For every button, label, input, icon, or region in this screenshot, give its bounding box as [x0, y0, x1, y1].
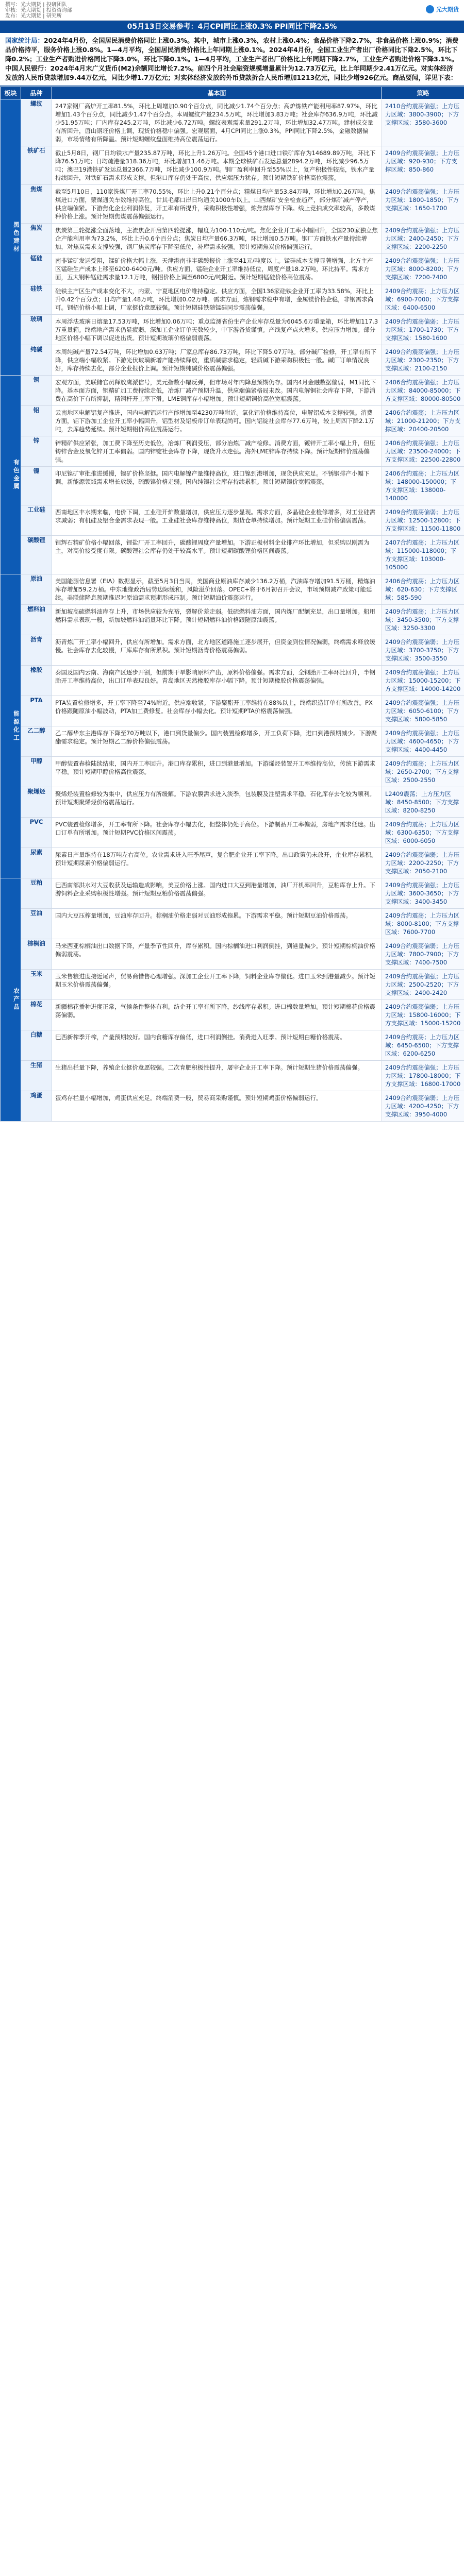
- variety-cell: 白糖: [21, 1030, 52, 1061]
- table-header-row: [1, 87, 464, 99]
- sector-cell: 有色金属: [1, 376, 21, 574]
- basic-cell: 云南地区电解铝复产推进，国内电解铝运行产能增加至4230万吨附近。氧化铝价格维持高位，电解铝成本支撑较强。消费方面，铝下游加工企业开工率小幅回升，铝型材及铝板带订单表现尚可。国内铝锭社会库存77.6万吨，较上周四下降2.1万吨，去库趋势延续。预计短期铝价高位震荡运行。: [52, 406, 382, 436]
- basic-cell: 生猪出栏量下降，养殖企业挺价意愿较强。二次育肥积极性提升，屠宰企业开工率下降。预计短期生猪价格震荡偏强。: [52, 1061, 382, 1091]
- basic-cell: 硅铁主产区生产成本变化不大，内蒙、宁夏地区电价维持稳定。供应方面，全国136家硅铁企业开工率为33.58%，环比上升0.42个百分点；日均产量1.48万吨，环比增加0.02万吨。需求方面，炼钢需求稳中有增，金属镁价格企稳，非钢需求尚可。钢招价格小幅上调，厂家挺价意愿较强。预计短期硅铁随锰硅同步震荡偏强。: [52, 284, 382, 315]
- strategy-cell: 2409合约震荡偏强；上方压力区域：1800-1850；下方支撑区域：1650-1700: [382, 185, 464, 224]
- brand-name: 光大期货: [436, 6, 459, 13]
- basic-cell: 蛋鸡存栏量小幅增加，鸡蛋供应充足。终端消费一般，贸易商采购谨慎。预计短期鸡蛋价格偏弱运行。: [52, 1091, 382, 1122]
- strategy-cell: 2409合约震荡偏强；上方压力区域：2300-2350；下方支撑区域：2100-2150: [382, 345, 464, 376]
- basic-cell: 沥青炼厂开工率小幅回升，供应有所增加。需求方面，北方地区道路施工逐步展开，但资金到位情况偏弱，终端需求释放缓慢。社会库存去化较慢，厂库库存有所累积。预计短期沥青价格震荡偏弱。: [52, 635, 382, 666]
- variety-cell: 原油: [21, 574, 52, 605]
- table-row: [1, 224, 464, 254]
- basic-cell: PVC装置检修增多，开工率有所下降。社会库存小幅去化，但整体仍处于高位。下游制品开工率偏弱，房地产需求低迷。出口订单有所增加。预计短期PVC价格区间震荡。: [52, 818, 382, 848]
- brand-icon: [426, 5, 434, 13]
- strategy-cell: 2409合约震荡偏强；上方压力区域：6050-6100；下方支撑区域：5800-5850: [382, 696, 464, 726]
- basic-cell: 宏观方面，美联储官员释放鹰派信号，美元指数小幅反弹，但市场对年内降息预期仍存。国内4月金融数据偏弱，M1同比下降。基本面方面，铜精矿加工费持续走低，冶炼厂减产预期升温，供应端偏紧格局未改。国内电解铜社会库存下降，下游消费在高价下有所抑制，精铜杆开工率下滑。LME铜库存小幅增加。预计短期铜价高位宽幅震荡。: [52, 376, 382, 406]
- table-row: [1, 146, 464, 185]
- basic-cell: 新疆棉花播种进度正常，气候条件整体有利。纺企开工率有所下降，纱线库存累积。进口棉数量增加。预计短期棉花价格震荡偏弱。: [52, 1000, 382, 1030]
- strategy-cell: 2409合约震荡；上方压力区域：8000-8100；下方支撑区域：7600-7700: [382, 909, 464, 939]
- variety-cell: 铜: [21, 376, 52, 406]
- reference-table: [0, 87, 464, 1122]
- variety-cell: 焦煤: [21, 185, 52, 224]
- variety-cell: 螺纹: [21, 99, 52, 146]
- table-body: [1, 99, 464, 1122]
- strategy-cell: 2409合约震荡偏强；上方压力区域：2500-2520；下方支撑区域：2400-2420: [382, 970, 464, 1000]
- basic-cell: 新加坡高硫燃料油库存上升，市场供应较为充裕，裂解价差走弱。低硫燃料油方面，国内炼厂配额充足，出口量增加。船用燃料需求表现一般，新加坡燃料油销量环比下降。预计短期燃料油价格跟随原油震荡。: [52, 605, 382, 635]
- table-row: [1, 254, 464, 284]
- table-row: [1, 909, 464, 939]
- basic-cell: 南非锰矿发运受阻，锰矿价格大幅上涨，天津港南非半碳酸报价上涨至41元/吨度以上。锰硅成本支撑显著增强，北方主产区锰硅生产成本上移至6200-6400元/吨。供应方面，锰硅企业开工率维持低位，周度产量18.2万吨，环比持平。需求方面，五大钢种锰硅需求量12.1万吨，钢招价格上调至6800元/吨附近。预计短期锰硅价格高位震荡。: [52, 254, 382, 284]
- variety-cell: 锰硅: [21, 254, 52, 284]
- strategy-cell: 2409合约震荡偏强；上方压力区域：2400-2450；下方支撑区域：2200-2250: [382, 224, 464, 254]
- variety-cell: 豆油: [21, 909, 52, 939]
- basic-cell: 截止5月8日，钢厂日均铁水产量235.87万吨，环比上升1.26万吨。全国45个港口进口铁矿库存为14689.89万吨，环比下降76.51万吨；日均疏港量318.36万吨，环比增加11.46万吨。本期全球铁矿石发运总量2894.2万吨，环比减少96.5万吨；澳巴19港铁矿发运总量2366.7万吨，环比减少100.9万吨。钢厂盈利率回升至55%以上，复产积极性较高，铁水产量持续回升，对铁矿石需求形成支撑。但港口库存仍处于高位，供应端压力犹存。预计短期铁矿价格高位震荡。: [52, 146, 382, 185]
- sector-cell: 农产品: [1, 878, 21, 1122]
- variety-cell: 纯碱: [21, 345, 52, 376]
- strategy-cell: 2409合约震荡偏弱；上方压力区域：15800-16000；下方支撑区域：15000-15200: [382, 1000, 464, 1030]
- strategy-cell: 2406合约震荡；上方压力区域：148000-150000；下方支撑区域：138000-140000: [382, 467, 464, 505]
- sector-cell: 能源化工: [1, 574, 21, 878]
- table-row: [1, 284, 464, 315]
- basic-cell: 聚烯烃装置检修较为集中，供应压力有所缓解。下游农膜需求进入淡季，包装膜及注塑需求平稳。石化库存去化较为顺利。预计短期聚烯烃价格震荡运行。: [52, 787, 382, 818]
- table-row: [1, 635, 464, 666]
- strategy-cell: 2409合约震荡；上方压力区域：6450-6500；下方支撑区域：6200-6250: [382, 1030, 464, 1061]
- credit-line-2: 审核：光大期货 | 投资咨询部: [5, 8, 72, 13]
- sector-cell: 黑色建材: [1, 99, 21, 376]
- table-row: [1, 406, 464, 436]
- basic-cell: 巴西新榨季开榨，产量预期较好。国内食糖库存偏低，进口利润倒挂。消费进入旺季。预计短期白糖价格震荡。: [52, 1030, 382, 1061]
- strategy-cell: 2406合约震荡偏强；上方压力区域：84000-85000；下方支撑区域：80000-80500: [382, 376, 464, 406]
- table-row: [1, 970, 464, 1000]
- variety-cell: 聚烯烃: [21, 787, 52, 818]
- variety-cell: 豆粕: [21, 878, 52, 909]
- variety-cell: 燃料油: [21, 605, 52, 635]
- strategy-cell: 2409合约震荡偏弱；上方压力区域：4200-4250；下方支撑区域：3950-4000: [382, 1091, 464, 1122]
- table-row: [1, 1030, 464, 1061]
- credit-line-3: 发布：光大期货 | 研究所: [5, 13, 62, 19]
- table-row: [1, 574, 464, 605]
- strategy-cell: 2406合约震荡；上方压力区域：620-630；下方支撑区域：585-590: [382, 574, 464, 605]
- table-row: [1, 467, 464, 505]
- variety-cell: 铝: [21, 406, 52, 436]
- table-row: [1, 605, 464, 635]
- table-row: [1, 787, 464, 818]
- basic-cell: 截至5月10日，110家洗煤厂开工率70.55%，环比上升0.21个百分点；精煤日均产量53.84万吨，环比增加0.26万吨。焦煤进口方面，蒙煤通关车数维持高位，甘其毛都口岸日均通关1000车以上。山西煤矿安全检查趋严，部分煤矿减产停产，供应端偏紧。下游焦化企业利润修复，开工率有所提升，采购积极性增强，炼焦煤库存下降。线上竞拍成交率较高，多数煤种价格上涨。预计短期焦煤震荡偏强运行。: [52, 185, 382, 224]
- table-row: [1, 99, 464, 146]
- variety-cell: 碳酸锂: [21, 536, 52, 574]
- strategy-cell: 2406合约震荡；上方压力区域：21000-21200；下方支撑区域：20400-20500: [382, 406, 464, 436]
- variety-cell: 锌: [21, 436, 52, 467]
- table-row: [1, 696, 464, 726]
- variety-cell: PTA: [21, 696, 52, 726]
- basic-cell: 泰国及国内云南、海南产区逐步开割，但前期干旱影响原料产出，原料价格偏强。需求方面，全钢胎开工率环比回升，半钢胎开工率维持高位，出口订单表现良好。青岛地区天然橡胶库存小幅下降。预计短期橡胶价格震荡偏强。: [52, 666, 382, 696]
- table-row: [1, 1091, 464, 1122]
- brand-logo: [426, 5, 459, 13]
- strategy-cell: 2409合约震荡偏强；上方压力区域：8000-8200；下方支撑区域：7200-7400: [382, 254, 464, 284]
- basic-cell: 本周纯碱产量72.54万吨，环比增加0.63万吨；厂家总库存86.73万吨，环比下降5.07万吨。部分碱厂检修，开工率有所下降，供应端小幅收紧。下游光伏玻璃新增产能持续释放，重质碱需求稳定，轻质碱下游采购积极性一般。碱厂订单情况良好，库存持续去化，部分企业报价上调。预计短期纯碱价格震荡偏强。: [52, 345, 382, 376]
- strategy-cell: 2409合约震荡偏强；上方压力区域：15000-15200；下方支撑区域：14000-14200: [382, 666, 464, 696]
- table-row: [1, 376, 464, 406]
- basic-cell: 锌精矿供应紧张，加工费下降至历史低位，冶炼厂利润受压，部分冶炼厂减产检修。消费方面，镀锌开工率小幅上升，但压铸锌合金及氧化锌开工率偏弱。国内锌锭社会库存下降，现货升水走强。海外LME锌库存持续下降。预计短期锌价震荡偏强。: [52, 436, 382, 467]
- table-row: [1, 1000, 464, 1030]
- variety-cell: 棕榈油: [21, 939, 52, 970]
- table-row: [1, 345, 464, 376]
- table-row: [1, 878, 464, 909]
- variety-cell: 甲醇: [21, 757, 52, 787]
- strategy-cell: 2409合约震荡；上方压力区域：6300-6350；下方支撑区域：6000-6050: [382, 818, 464, 848]
- basic-cell: 焦炭第三轮提涨全面落地，主流焦企开启第四轮提涨，幅度为100-110元/吨。焦化企业开工率小幅回升，全国230家独立焦企产能利用率为73.2%，环比上升0.6个百分点；焦炭日均产量66.3万吨，环比增加0.5万吨。钢厂方面铁水产量持续增加，对焦炭需求支撑较强，钢厂焦炭库存下降至低位，补库需求较强。预计短期焦炭价格偏强运行。: [52, 224, 382, 254]
- table-row: [1, 185, 464, 224]
- strategy-cell: 2409合约震荡；上方压力区域：3450-3500；下方支撑区域：3250-3300: [382, 605, 464, 635]
- summary-label: 国家统计局：: [5, 37, 44, 44]
- strategy-cell: 2409合约震荡偏弱；上方压力区域：3700-3750；下方支撑区域：3500-3550: [382, 635, 464, 666]
- basic-cell: 乙二醇华东主港库存下降至70万吨以下，港口到货量偏少。国内装置检修增多，开工负荷下降，进口到港预期减少。下游聚酯需求稳定。预计短期乙二醇价格偏强震荡。: [52, 726, 382, 757]
- strategy-cell: 2409合约震荡偏弱；上方压力区域：12500-12800；下方支撑区域：11500-11800: [382, 505, 464, 536]
- table-row: [1, 505, 464, 536]
- basic-cell: 247家钢厂高炉开工率81.5%，环比上周增加0.90个百分点，同比减少1.74个百分点；高炉炼铁产能利用率87.97%，环比增加1.43个百分点，同比减少1.47个百分点。本周螺纹产量234.5万吨，环比增加3.83万吨；社会库存636.9万吨，环比减少51.95万吨；厂内库存245.2万吨，环比减少6.72万吨。螺纹表观需求量291.2万吨，环比增加32.47万吨。建材成交量有所回升，唐山钢坯价格上调，现货价格稳中偏强。宏观层面，4月CPI同比上涨0.3%，PPI同比下降2.5%，金融数据偏弱，市场情绪有所降温。预计短期螺纹盘面维持高位震荡运行。: [52, 99, 382, 146]
- table-row: [1, 666, 464, 696]
- header-basic: 基本面: [52, 87, 382, 99]
- variety-cell: 尿素: [21, 848, 52, 878]
- table-row: [1, 726, 464, 757]
- page-title: 05月13日交易参考：4月CPI同比上涨0.3% PPI同比下降2.5%: [0, 21, 464, 33]
- table-row: [1, 536, 464, 574]
- basic-cell: 巴西南部洪水对大豆收获及运输造成影响，美豆价格上涨。国内进口大豆到港量增加，油厂开机率回升，豆粕库存上升。下游饲料企业采购积极性增强。预计短期豆粕价格震荡偏强。: [52, 878, 382, 909]
- strategy-cell: 2407合约震荡；上方压力区域：115000-118000；下方支撑区域：103000-105000: [382, 536, 464, 574]
- variety-cell: 工业硅: [21, 505, 52, 536]
- basic-cell: 国内大豆压榨量增加，豆油库存回升。棕榈油价格走弱对豆油形成拖累。下游需求平稳。预计短期豆油价格震荡。: [52, 909, 382, 939]
- variety-cell: 镍: [21, 467, 52, 505]
- basic-cell: 锂辉石精矿价格小幅回落，锂盐厂开工率回升，碳酸锂周度产量增加。下游正极材料企业排产环比增加，但采购以刚需为主，对高价接受度有限。碳酸锂社会库存仍处于较高水平。预计短期碳酸锂价格区间震荡。: [52, 536, 382, 574]
- strategy-cell: L2409震荡；上方压力区域：8450-8500；下方支撑区域：8200-8250: [382, 787, 464, 818]
- strategy-cell: 2409合约震荡偏强；上方压力区域：3600-3650；下方支撑区域：3400-3450: [382, 878, 464, 909]
- table-row: [1, 315, 464, 345]
- table-row: [1, 757, 464, 787]
- strategy-cell: 2409合约震荡偏弱；上方压力区域：7800-7900；下方支撑区域：7400-7500: [382, 939, 464, 970]
- credit-line-1: 撰写：光大期货 | 投研团队: [5, 2, 67, 8]
- basic-cell: 马来西亚棕榈油出口数据下降，产量季节性回升，库存累积。国内棕榈油进口利润倒挂，到港量偏少。预计短期棕榈油价格偏弱震荡。: [52, 939, 382, 970]
- strategy-cell: 2409合约震荡偏弱；上方压力区域：1700-1730；下方支撑区域：1580-1600: [382, 315, 464, 345]
- basic-cell: 尿素日产量维持在18万吨左右高位。农业需求进入旺季尾声，复合肥企业开工率下降。出口政策仍未放开，企业库存累积。预计短期尿素价格偏弱运行。: [52, 848, 382, 878]
- basic-cell: 西南地区丰水期来临，电价下调，工业硅开炉数量增加，供应压力逐步显现。需求方面，多晶硅企业检修增多，对工业硅需求减弱；有机硅及铝合金需求表现一般。工业硅社会库存维持高位，期货仓单持续增加。预计短期工业硅价格偏弱震荡。: [52, 505, 382, 536]
- macro-summary: [0, 33, 464, 87]
- basic-cell: 印尼镍矿审批推进缓慢，镍矿价格坚挺。国内电解镍产量维持高位，进口镍到港增加，现货供应充足。不锈钢排产小幅下调，新能源领域需求增长放缓，硫酸镍价格走弱。国内纯镍社会库存持续累积。预计短期镍价宽幅震荡。: [52, 467, 382, 505]
- table-row: [1, 436, 464, 467]
- strategy-cell: 2409合约震荡偏弱；上方压力区域：2200-2250；下方支撑区域：2050-2100: [382, 848, 464, 878]
- header-variety: 品种: [21, 87, 52, 99]
- variety-cell: 乙二醇: [21, 726, 52, 757]
- variety-cell: 生猪: [21, 1061, 52, 1091]
- summary-text: 2024年4月份，全国居民消费价格同比上涨0.3%。其中，城市上涨0.3%，农村上涨0.4%；食品价格下降2.7%，非食品价格上涨0.9%；消费品价格持平，服务价格上涨0.8%。1—4月平均，全国居民消费价格比上年同期上涨0.1%。2024年4月份，全国工业生产者出厂价格同比下降2.5%，环比下降0.2%；工业生产者购进价格同比下降3.0%，环比下降0.1%。1—4月平均，工业生产者出厂价格比上年同期下降2.7%，工业生产者购进价格下降3.1%。中国人民银行：2024年4月末广义货币(M2)余额同比增长7.2%。前四个月社会融资规模增量累计为12.73万亿元，比上年同期少2.41万亿元。对实体经济发放的人民币贷款增加9.44万亿元，同比少增1.7万亿元；对实体经济发放的外币贷款折合人民币增加1213亿元，同比少增926亿元。商品要闻，详见下表：: [5, 37, 459, 81]
- strategy-cell: 2409合约震荡；上方压力区域：2650-2700；下方支撑区域：2500-2550: [382, 757, 464, 787]
- variety-cell: 铁矿石: [21, 146, 52, 185]
- variety-cell: 玉米: [21, 970, 52, 1000]
- table-row: [1, 818, 464, 848]
- strategy-cell: 2409合约震荡偏强；上方压力区域：4600-4650；下方支撑区域：4400-4450: [382, 726, 464, 757]
- header-sector: 板块: [1, 87, 21, 99]
- basic-cell: 玉米售粮进度接近尾声，贸易商惜售心理增强。深加工企业开工率下降，饲料企业库存偏低。进口玉米到港量减少。预计短期玉米价格震荡偏强。: [52, 970, 382, 1000]
- variety-cell: 玻璃: [21, 315, 52, 345]
- strategy-cell: 2406合约震荡偏强；上方压力区域：23500-24000；下方支撑区域：22500-22800: [382, 436, 464, 467]
- basic-cell: 甲醇装置春检陆续结束，国内开工率回升。港口库存累积，进口到港量增加。下游烯烃装置开工率维持高位，传统下游需求平稳。预计短期甲醇价格高位震荡。: [52, 757, 382, 787]
- basic-cell: 美国能源信息署（EIA）数据显示，截至5月3日当周，美国商业原油库存减少136.2万桶，汽油库存增加91.5万桶，精炼油库存增加59.2万桶。中东地缘政治局势边际缓和，风险溢价回落。OPEC+将于6月初召开会议，市场预期减产政策可能延续。美联储降息预期推迟对原油需求预期形成压制。预计短期油价震荡运行。: [52, 574, 382, 605]
- table-row: [1, 848, 464, 878]
- variety-cell: 焦炭: [21, 224, 52, 254]
- credit-bar: [0, 0, 464, 21]
- table-row: [1, 939, 464, 970]
- strategy-cell: 2409合约震荡；上方压力区域：6900-7000；下方支撑区域：6400-6500: [382, 284, 464, 315]
- strategy-cell: 2409合约震荡偏强；上方压力区域：17800-18000；下方支撑区域：16800-17000: [382, 1061, 464, 1091]
- table-row: [1, 1061, 464, 1091]
- header-strategy: 策略: [382, 87, 464, 99]
- basic-cell: PTA装置检修增多，开工率下降至74%附近，供应端收紧。下游聚酯开工率维持在88%以上，终端织造订单有所改善。PX价格跟随原油小幅波动，PTA加工费修复。社会库存小幅去化。预计短期PTA价格震荡偏强。: [52, 696, 382, 726]
- variety-cell: 鸡蛋: [21, 1091, 52, 1122]
- variety-cell: 棉花: [21, 1000, 52, 1030]
- variety-cell: PVC: [21, 818, 52, 848]
- variety-cell: 橡胶: [21, 666, 52, 696]
- variety-cell: 硅铁: [21, 284, 52, 315]
- strategy-cell: 2409合约震荡偏强；上方压力区域：920-930；下方支撑区域：850-860: [382, 146, 464, 185]
- strategy-cell: 2410合约震荡偏强；上方压力区域：3800-3900；下方支撑区域：3580-3600: [382, 99, 464, 146]
- basic-cell: 本周浮法玻璃日熔量17.53万吨，环比增加0.06万吨；重点监测省份生产企业库存总量为6045.6万重量箱，环比增加117.3万重量箱。终端地产需求仍显疲弱，深加工企业订单天数较少，中下游备货谨慎。产线复产点火增多，供应压力增加。部分地区价格小幅下调以促进出货。预计短期玻璃价格偏弱震荡。: [52, 315, 382, 345]
- variety-cell: 沥青: [21, 635, 52, 666]
